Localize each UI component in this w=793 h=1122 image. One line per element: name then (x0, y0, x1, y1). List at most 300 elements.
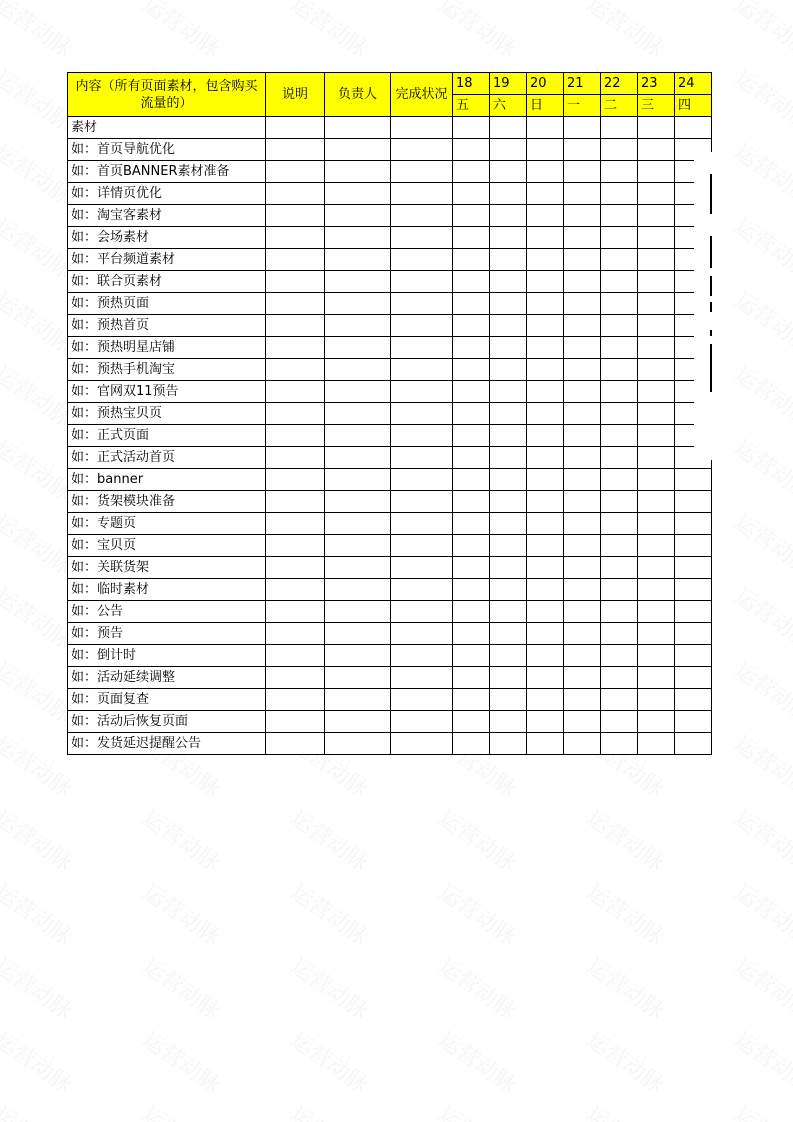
empty-cell[interactable] (527, 271, 564, 293)
empty-cell[interactable] (325, 403, 391, 425)
empty-cell[interactable] (266, 601, 325, 623)
empty-cell[interactable] (564, 491, 601, 513)
empty-cell[interactable] (601, 447, 638, 469)
empty-cell[interactable] (266, 425, 325, 447)
empty-cell[interactable] (564, 337, 601, 359)
row-label-cell[interactable]: 如：预热宝贝页 (68, 403, 266, 425)
empty-cell[interactable] (564, 579, 601, 601)
empty-cell[interactable] (391, 117, 453, 139)
empty-cell[interactable] (266, 381, 325, 403)
empty-cell[interactable] (266, 447, 325, 469)
empty-cell[interactable] (675, 645, 712, 667)
empty-cell[interactable] (453, 139, 490, 161)
empty-cell[interactable] (527, 689, 564, 711)
empty-cell[interactable] (601, 645, 638, 667)
empty-cell[interactable] (527, 645, 564, 667)
date-day[interactable]: 18 (453, 73, 490, 95)
empty-cell[interactable] (527, 249, 564, 271)
empty-cell[interactable] (490, 601, 527, 623)
empty-cell[interactable] (527, 183, 564, 205)
empty-cell[interactable] (325, 359, 391, 381)
empty-cell[interactable] (490, 557, 527, 579)
empty-cell[interactable] (490, 535, 527, 557)
date-day[interactable]: 21 (564, 73, 601, 95)
empty-cell[interactable] (527, 161, 564, 183)
empty-cell[interactable] (601, 315, 638, 337)
date-day[interactable]: 20 (527, 73, 564, 95)
empty-cell[interactable] (527, 293, 564, 315)
empty-cell[interactable] (490, 711, 527, 733)
empty-cell[interactable] (490, 689, 527, 711)
empty-cell[interactable] (391, 711, 453, 733)
header-description[interactable]: 说明 (266, 73, 325, 117)
empty-cell[interactable] (638, 381, 675, 403)
empty-cell[interactable] (453, 183, 490, 205)
empty-cell[interactable] (675, 117, 712, 139)
empty-cell[interactable] (490, 117, 527, 139)
empty-cell[interactable] (527, 359, 564, 381)
empty-cell[interactable] (325, 667, 391, 689)
empty-cell[interactable] (391, 183, 453, 205)
empty-cell[interactable] (638, 117, 675, 139)
empty-cell[interactable] (675, 711, 712, 733)
empty-cell[interactable] (527, 469, 564, 491)
empty-cell[interactable] (325, 491, 391, 513)
empty-cell[interactable] (638, 403, 675, 425)
date-day[interactable]: 23 (638, 73, 675, 95)
empty-cell[interactable] (266, 271, 325, 293)
empty-cell[interactable] (601, 161, 638, 183)
empty-cell[interactable] (675, 513, 712, 535)
empty-cell[interactable] (564, 227, 601, 249)
row-label-cell[interactable]: 如：预告 (68, 623, 266, 645)
empty-cell[interactable] (638, 579, 675, 601)
row-label-cell[interactable]: 如：首页BANNER素材准备 (68, 161, 266, 183)
empty-cell[interactable] (564, 645, 601, 667)
row-label-cell[interactable]: 素材 (68, 117, 266, 139)
empty-cell[interactable] (601, 359, 638, 381)
empty-cell[interactable] (675, 601, 712, 623)
empty-cell[interactable] (527, 623, 564, 645)
empty-cell[interactable] (325, 381, 391, 403)
empty-cell[interactable] (601, 205, 638, 227)
empty-cell[interactable] (391, 667, 453, 689)
row-label-cell[interactable]: 如：详情页优化 (68, 183, 266, 205)
empty-cell[interactable] (601, 535, 638, 557)
empty-cell[interactable] (490, 381, 527, 403)
empty-cell[interactable] (391, 469, 453, 491)
empty-cell[interactable] (453, 315, 490, 337)
empty-cell[interactable] (638, 557, 675, 579)
empty-cell[interactable] (564, 271, 601, 293)
empty-cell[interactable] (527, 513, 564, 535)
row-label-cell[interactable]: 如：联合页素材 (68, 271, 266, 293)
row-label-cell[interactable]: 如：页面复查 (68, 689, 266, 711)
empty-cell[interactable] (527, 425, 564, 447)
empty-cell[interactable] (601, 403, 638, 425)
empty-cell[interactable] (266, 161, 325, 183)
empty-cell[interactable] (601, 249, 638, 271)
empty-cell[interactable] (601, 183, 638, 205)
empty-cell[interactable] (391, 139, 453, 161)
empty-cell[interactable] (601, 491, 638, 513)
empty-cell[interactable] (601, 557, 638, 579)
empty-cell[interactable] (564, 161, 601, 183)
empty-cell[interactable] (453, 381, 490, 403)
empty-cell[interactable] (564, 183, 601, 205)
empty-cell[interactable] (453, 667, 490, 689)
empty-cell[interactable] (490, 227, 527, 249)
empty-cell[interactable] (638, 183, 675, 205)
date-day[interactable]: 19 (490, 73, 527, 95)
empty-cell[interactable] (564, 249, 601, 271)
empty-cell[interactable] (453, 117, 490, 139)
empty-cell[interactable] (564, 601, 601, 623)
empty-cell[interactable] (391, 491, 453, 513)
empty-cell[interactable] (564, 447, 601, 469)
empty-cell[interactable] (564, 139, 601, 161)
empty-cell[interactable] (675, 535, 712, 557)
empty-cell[interactable] (325, 623, 391, 645)
empty-cell[interactable] (601, 425, 638, 447)
empty-cell[interactable] (490, 271, 527, 293)
empty-cell[interactable] (527, 403, 564, 425)
empty-cell[interactable] (564, 513, 601, 535)
empty-cell[interactable] (453, 601, 490, 623)
empty-cell[interactable] (325, 161, 391, 183)
empty-cell[interactable] (527, 139, 564, 161)
empty-cell[interactable] (266, 689, 325, 711)
empty-cell[interactable] (453, 249, 490, 271)
empty-cell[interactable] (325, 447, 391, 469)
empty-cell[interactable] (453, 689, 490, 711)
date-weekday[interactable]: 二 (601, 95, 638, 117)
empty-cell[interactable] (325, 271, 391, 293)
empty-cell[interactable] (638, 513, 675, 535)
row-label-cell[interactable]: 如：倒计时 (68, 645, 266, 667)
empty-cell[interactable] (266, 403, 325, 425)
empty-cell[interactable] (527, 579, 564, 601)
empty-cell[interactable] (675, 469, 712, 491)
empty-cell[interactable] (266, 711, 325, 733)
empty-cell[interactable] (325, 183, 391, 205)
empty-cell[interactable] (391, 161, 453, 183)
empty-cell[interactable] (391, 205, 453, 227)
empty-cell[interactable] (266, 117, 325, 139)
empty-cell[interactable] (601, 381, 638, 403)
empty-cell[interactable] (638, 161, 675, 183)
empty-cell[interactable] (527, 667, 564, 689)
empty-cell[interactable] (325, 249, 391, 271)
empty-cell[interactable] (325, 469, 391, 491)
date-weekday[interactable]: 四 (675, 95, 712, 117)
empty-cell[interactable] (527, 117, 564, 139)
empty-cell[interactable] (325, 337, 391, 359)
empty-cell[interactable] (675, 579, 712, 601)
row-label-cell[interactable]: 如：预热明星店铺 (68, 337, 266, 359)
empty-cell[interactable] (601, 711, 638, 733)
row-label-cell[interactable]: 如：正式活动首页 (68, 447, 266, 469)
empty-cell[interactable] (527, 601, 564, 623)
empty-cell[interactable] (601, 139, 638, 161)
empty-cell[interactable] (325, 205, 391, 227)
empty-cell[interactable] (391, 689, 453, 711)
row-label-cell[interactable]: 如：会场素材 (68, 227, 266, 249)
empty-cell[interactable] (490, 623, 527, 645)
empty-cell[interactable] (638, 447, 675, 469)
empty-cell[interactable] (638, 535, 675, 557)
empty-cell[interactable] (325, 535, 391, 557)
empty-cell[interactable] (266, 293, 325, 315)
empty-cell[interactable] (266, 667, 325, 689)
empty-cell[interactable] (453, 227, 490, 249)
empty-cell[interactable] (638, 623, 675, 645)
empty-cell[interactable] (638, 315, 675, 337)
date-weekday[interactable]: 日 (527, 95, 564, 117)
row-label-cell[interactable]: 如：banner (68, 469, 266, 491)
empty-cell[interactable] (453, 359, 490, 381)
empty-cell[interactable] (266, 337, 325, 359)
empty-cell[interactable] (391, 227, 453, 249)
empty-cell[interactable] (527, 205, 564, 227)
empty-cell[interactable] (325, 315, 391, 337)
empty-cell[interactable] (266, 183, 325, 205)
empty-cell[interactable] (453, 579, 490, 601)
empty-cell[interactable] (601, 733, 638, 755)
empty-cell[interactable] (391, 315, 453, 337)
empty-cell[interactable] (601, 227, 638, 249)
empty-cell[interactable] (527, 227, 564, 249)
empty-cell[interactable] (638, 337, 675, 359)
empty-cell[interactable] (453, 271, 490, 293)
row-label-cell[interactable]: 如：平台频道素材 (68, 249, 266, 271)
empty-cell[interactable] (266, 315, 325, 337)
empty-cell[interactable] (453, 513, 490, 535)
empty-cell[interactable] (564, 557, 601, 579)
empty-cell[interactable] (564, 403, 601, 425)
header-status[interactable]: 完成状况 (391, 73, 453, 117)
empty-cell[interactable] (490, 425, 527, 447)
empty-cell[interactable] (266, 513, 325, 535)
empty-cell[interactable] (391, 403, 453, 425)
empty-cell[interactable] (601, 271, 638, 293)
header-owner[interactable]: 负责人 (325, 73, 391, 117)
empty-cell[interactable] (638, 711, 675, 733)
empty-cell[interactable] (490, 139, 527, 161)
empty-cell[interactable] (453, 623, 490, 645)
empty-cell[interactable] (325, 711, 391, 733)
empty-cell[interactable] (527, 711, 564, 733)
empty-cell[interactable] (638, 249, 675, 271)
empty-cell[interactable] (490, 491, 527, 513)
empty-cell[interactable] (527, 535, 564, 557)
empty-cell[interactable] (490, 249, 527, 271)
row-label-cell[interactable]: 如：发货延迟提醒公告 (68, 733, 266, 755)
row-label-cell[interactable]: 如：首页导航优化 (68, 139, 266, 161)
empty-cell[interactable] (325, 117, 391, 139)
empty-cell[interactable] (391, 623, 453, 645)
empty-cell[interactable] (266, 469, 325, 491)
empty-cell[interactable] (527, 381, 564, 403)
empty-cell[interactable] (391, 249, 453, 271)
empty-cell[interactable] (564, 535, 601, 557)
empty-cell[interactable] (490, 205, 527, 227)
empty-cell[interactable] (391, 733, 453, 755)
empty-cell[interactable] (675, 667, 712, 689)
header-content[interactable]: 内容（所有页面素材，包含购买流量的） (68, 73, 266, 117)
empty-cell[interactable] (601, 689, 638, 711)
empty-cell[interactable] (391, 293, 453, 315)
empty-cell[interactable] (490, 447, 527, 469)
empty-cell[interactable] (391, 579, 453, 601)
empty-cell[interactable] (325, 557, 391, 579)
empty-cell[interactable] (527, 337, 564, 359)
empty-cell[interactable] (564, 293, 601, 315)
empty-cell[interactable] (638, 667, 675, 689)
row-label-cell[interactable]: 如：活动后恢复页面 (68, 711, 266, 733)
empty-cell[interactable] (453, 535, 490, 557)
empty-cell[interactable] (564, 381, 601, 403)
empty-cell[interactable] (325, 513, 391, 535)
empty-cell[interactable] (391, 337, 453, 359)
row-label-cell[interactable]: 如：预热首页 (68, 315, 266, 337)
empty-cell[interactable] (527, 491, 564, 513)
empty-cell[interactable] (266, 359, 325, 381)
row-label-cell[interactable]: 如：临时素材 (68, 579, 266, 601)
row-label-cell[interactable]: 如：专题页 (68, 513, 266, 535)
empty-cell[interactable] (527, 733, 564, 755)
empty-cell[interactable] (527, 557, 564, 579)
empty-cell[interactable] (453, 447, 490, 469)
empty-cell[interactable] (266, 205, 325, 227)
empty-cell[interactable] (675, 623, 712, 645)
empty-cell[interactable] (325, 139, 391, 161)
empty-cell[interactable] (601, 579, 638, 601)
row-label-cell[interactable]: 如：货架模块准备 (68, 491, 266, 513)
empty-cell[interactable] (391, 425, 453, 447)
empty-cell[interactable] (490, 315, 527, 337)
empty-cell[interactable] (564, 359, 601, 381)
empty-cell[interactable] (601, 469, 638, 491)
empty-cell[interactable] (675, 689, 712, 711)
empty-cell[interactable] (675, 491, 712, 513)
empty-cell[interactable] (391, 601, 453, 623)
empty-cell[interactable] (391, 447, 453, 469)
empty-cell[interactable] (453, 733, 490, 755)
date-weekday[interactable]: 五 (453, 95, 490, 117)
row-label-cell[interactable]: 如：官网双11预告 (68, 381, 266, 403)
empty-cell[interactable] (564, 733, 601, 755)
row-label-cell[interactable]: 如：淘宝客素材 (68, 205, 266, 227)
date-day[interactable]: 24 (675, 73, 712, 95)
empty-cell[interactable] (490, 403, 527, 425)
empty-cell[interactable] (601, 117, 638, 139)
empty-cell[interactable] (564, 425, 601, 447)
empty-cell[interactable] (391, 535, 453, 557)
empty-cell[interactable] (453, 645, 490, 667)
empty-cell[interactable] (453, 337, 490, 359)
empty-cell[interactable] (391, 645, 453, 667)
empty-cell[interactable] (453, 161, 490, 183)
row-label-cell[interactable]: 如：正式页面 (68, 425, 266, 447)
empty-cell[interactable] (266, 557, 325, 579)
empty-cell[interactable] (638, 689, 675, 711)
empty-cell[interactable] (638, 139, 675, 161)
empty-cell[interactable] (601, 513, 638, 535)
empty-cell[interactable] (564, 117, 601, 139)
empty-cell[interactable] (490, 161, 527, 183)
empty-cell[interactable] (266, 249, 325, 271)
empty-cell[interactable] (391, 271, 453, 293)
empty-cell[interactable] (601, 667, 638, 689)
empty-cell[interactable] (325, 645, 391, 667)
empty-cell[interactable] (453, 205, 490, 227)
empty-cell[interactable] (266, 491, 325, 513)
empty-cell[interactable] (675, 557, 712, 579)
empty-cell[interactable] (266, 535, 325, 557)
empty-cell[interactable] (325, 293, 391, 315)
empty-cell[interactable] (266, 579, 325, 601)
empty-cell[interactable] (490, 579, 527, 601)
empty-cell[interactable] (266, 227, 325, 249)
empty-cell[interactable] (490, 469, 527, 491)
empty-cell[interactable] (453, 293, 490, 315)
empty-cell[interactable] (453, 425, 490, 447)
row-label-cell[interactable]: 如：宝贝页 (68, 535, 266, 557)
empty-cell[interactable] (266, 139, 325, 161)
row-label-cell[interactable]: 如：活动延续调整 (68, 667, 266, 689)
empty-cell[interactable] (490, 183, 527, 205)
empty-cell[interactable] (325, 227, 391, 249)
empty-cell[interactable] (638, 293, 675, 315)
empty-cell[interactable] (601, 623, 638, 645)
row-label-cell[interactable]: 如：预热手机淘宝 (68, 359, 266, 381)
row-label-cell[interactable]: 如：预热页面 (68, 293, 266, 315)
empty-cell[interactable] (490, 513, 527, 535)
empty-cell[interactable] (675, 733, 712, 755)
empty-cell[interactable] (266, 623, 325, 645)
empty-cell[interactable] (266, 645, 325, 667)
empty-cell[interactable] (325, 689, 391, 711)
empty-cell[interactable] (490, 733, 527, 755)
empty-cell[interactable] (638, 469, 675, 491)
empty-cell[interactable] (490, 645, 527, 667)
empty-cell[interactable] (391, 557, 453, 579)
date-day[interactable]: 22 (601, 73, 638, 95)
empty-cell[interactable] (490, 337, 527, 359)
row-label-cell[interactable]: 如：公告 (68, 601, 266, 623)
empty-cell[interactable] (564, 315, 601, 337)
empty-cell[interactable] (325, 425, 391, 447)
empty-cell[interactable] (325, 579, 391, 601)
empty-cell[interactable] (453, 491, 490, 513)
empty-cell[interactable] (266, 733, 325, 755)
empty-cell[interactable] (453, 557, 490, 579)
empty-cell[interactable] (453, 403, 490, 425)
empty-cell[interactable] (453, 711, 490, 733)
empty-cell[interactable] (638, 227, 675, 249)
empty-cell[interactable] (638, 271, 675, 293)
empty-cell[interactable] (391, 359, 453, 381)
empty-cell[interactable] (564, 469, 601, 491)
empty-cell[interactable] (638, 645, 675, 667)
empty-cell[interactable] (638, 425, 675, 447)
empty-cell[interactable] (638, 733, 675, 755)
empty-cell[interactable] (527, 315, 564, 337)
empty-cell[interactable] (638, 359, 675, 381)
empty-cell[interactable] (490, 359, 527, 381)
empty-cell[interactable] (490, 667, 527, 689)
